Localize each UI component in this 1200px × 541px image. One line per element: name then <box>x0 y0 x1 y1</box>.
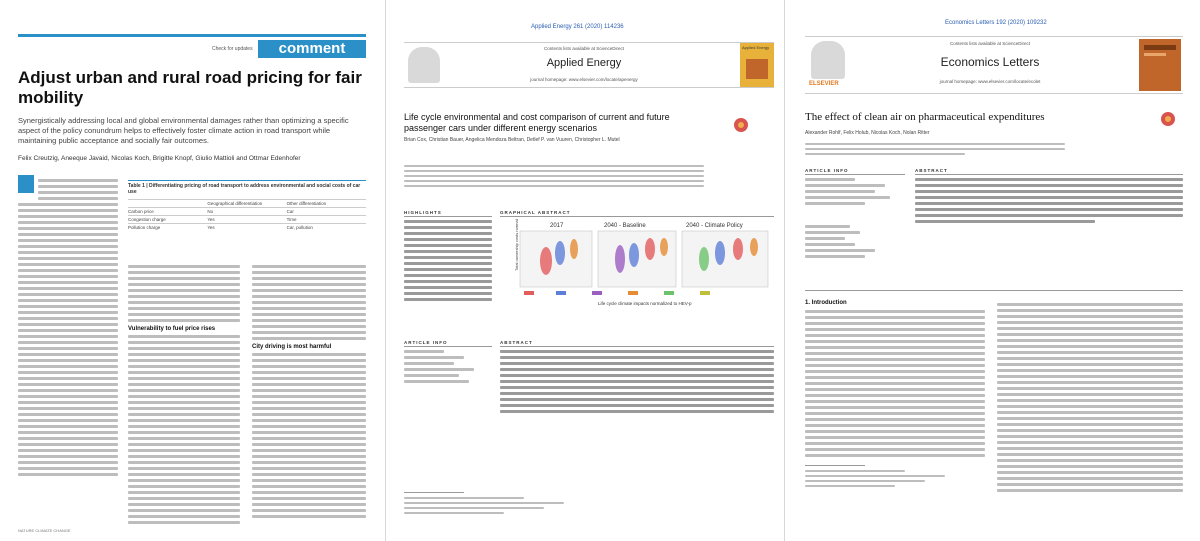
cover-label: Applied Energy <box>742 45 770 50</box>
table-row <box>128 207 366 215</box>
chart-panel-1 <box>520 223 592 287</box>
table-cell: Yes <box>207 217 215 222</box>
table-cell: Time <box>286 217 297 222</box>
body-column-left <box>805 300 985 490</box>
body-column-2 <box>128 262 240 527</box>
data-cluster <box>555 241 565 265</box>
article-title: The effect of clean air on pharmaceutical expenditures <box>805 111 1045 123</box>
highlights-heading: HIGHLIGHTS <box>404 210 492 217</box>
journal-name: Applied Energy <box>546 57 622 69</box>
author-list: Brian Cox, Christian Bauer, Angelica Mendoza Beltran, Detlef P. van Vuuren, Christopher L. Mutel <box>404 137 620 143</box>
journal-homepage[interactable]: journal homepage: www.elsevier.com/locate/apenergy <box>530 77 638 82</box>
section-divider <box>805 290 1183 291</box>
table-row <box>128 215 366 223</box>
abstract-heading: ABSTRACT <box>500 340 774 347</box>
standfirst: Synergistically addressing local and global environmental damages rather than optimizing a specific aspect of the policy conundrum helps to effectively foster climate action in road transport while maintaining public acceptance and socially fair outcomes. <box>18 116 349 145</box>
journal-banner <box>404 42 774 88</box>
table-header-cell: Other differentiation <box>286 201 327 206</box>
footnotes <box>404 492 604 517</box>
article-info-heading: ARTICLE INFO <box>805 168 905 175</box>
table-cell: Car, pollution <box>286 225 313 230</box>
chart-panel-3 <box>682 223 768 287</box>
journal-name: Economics Letters <box>940 55 1040 69</box>
table-row <box>128 223 366 231</box>
chart-y-label: Total ownership costs normalized to HEV-p <box>514 219 519 271</box>
abstract-heading: ABSTRACT <box>915 168 1183 175</box>
journal-cover <box>740 43 774 87</box>
data-cluster <box>660 238 668 256</box>
graphical-abstract-heading: GRAPHICAL ABSTRACT <box>500 210 774 217</box>
table-1 <box>128 180 366 254</box>
article-title: Adjust urban and rural road pricing for fair mobility <box>18 68 362 107</box>
intro-heading: 1. Introduction <box>805 300 847 306</box>
abstract-box <box>915 168 1183 226</box>
chart-panel-2 <box>598 223 676 287</box>
article-title: Life cycle environmental and cost comparison of current and future passenger cars under different energy scenarios <box>404 112 670 133</box>
panel-title: 2017 <box>550 223 564 229</box>
chart-x-label: Life cycle climate impacts normalized to HEV-p <box>598 301 692 306</box>
table-cell: Carbon price <box>128 209 154 214</box>
crossmark-icon[interactable] <box>734 118 748 132</box>
section-tag: comment <box>258 40 366 58</box>
table-cell: Congestion charge <box>128 217 166 222</box>
data-cluster <box>750 238 758 256</box>
data-cluster <box>629 243 639 267</box>
panel-title: 2040 - Baseline <box>604 223 646 229</box>
article-info-box <box>805 168 905 261</box>
table-caption: Table 1 | Differentiating pricing of road transport to address environmental and social costs of car use <box>128 183 361 195</box>
article-info-box <box>404 340 492 386</box>
author-list: Alexander Rohlf, Felix Holub, Nicolas Koch, Nolan Ritter <box>805 130 930 136</box>
data-cluster <box>570 239 578 259</box>
contents-line[interactable]: Contents lists available at ScienceDirect <box>949 41 1031 46</box>
subheading: City driving is most harmful <box>252 344 332 350</box>
affiliations <box>404 162 704 190</box>
check-for-updates-logo[interactable]: Check for updates <box>212 46 253 52</box>
data-cluster <box>615 245 625 273</box>
journal-cover <box>1139 39 1181 91</box>
data-cluster <box>540 247 552 275</box>
table-cell: Pollution charge <box>128 225 161 230</box>
abstract-box <box>500 340 774 416</box>
contents-line[interactable]: Contents lists available at ScienceDirect <box>543 46 625 51</box>
drop-cap <box>18 175 34 193</box>
chart-legend <box>524 291 710 295</box>
table-header-row <box>128 199 366 207</box>
header-rule <box>18 34 366 37</box>
journal-footer: NATURE CLIMATE CHANGE <box>18 528 71 533</box>
elsevier-wordmark: ELSEVIER <box>809 81 839 87</box>
data-cluster <box>645 238 655 260</box>
journal-citation[interactable]: Economics Letters 192 (2020) 109232 <box>945 20 1047 26</box>
data-cluster <box>733 238 743 260</box>
graphical-abstract <box>500 210 774 312</box>
cover-image <box>746 59 768 79</box>
data-cluster <box>715 241 725 265</box>
subheading: Vulnerability to fuel price rises <box>128 326 216 332</box>
page-applied-energy <box>386 0 784 541</box>
crossmark-icon[interactable] <box>1161 112 1175 126</box>
journal-homepage[interactable]: journal homepage: www.elsevier.com/locate/ecolet <box>939 79 1041 84</box>
page-economics-letters <box>785 0 1200 541</box>
table-header-cell: Geographical differentiation <box>207 201 263 206</box>
journal-banner <box>805 36 1183 94</box>
panel-title: 2040 - Climate Policy <box>686 223 743 229</box>
body-column-right <box>997 300 1183 495</box>
graphical-abstract-chart <box>500 219 774 307</box>
journal-citation[interactable]: Applied Energy 261 (2020) 114236 <box>531 24 624 30</box>
table-header-cell <box>128 201 207 206</box>
body-column-3 <box>252 262 366 521</box>
page-nature-comment <box>0 0 385 541</box>
data-cluster <box>699 247 709 271</box>
elsevier-tree-icon <box>408 47 440 83</box>
body-column-1 <box>18 200 118 479</box>
elsevier-tree-icon <box>811 41 845 79</box>
highlights-box <box>404 210 492 304</box>
table-cell: No <box>207 209 214 214</box>
affiliations <box>805 140 1065 158</box>
table-cell: Car <box>286 209 294 214</box>
article-info-heading: ARTICLE INFO <box>404 340 492 347</box>
table-cell: Yes <box>207 225 215 230</box>
author-list: Felix Creutzig, Aneeque Javaid, Nicolas Koch, Brigitte Knopf, Giulio Mattioli and Ottmar Edenhofer <box>18 155 301 162</box>
body-column-1a <box>38 176 118 203</box>
